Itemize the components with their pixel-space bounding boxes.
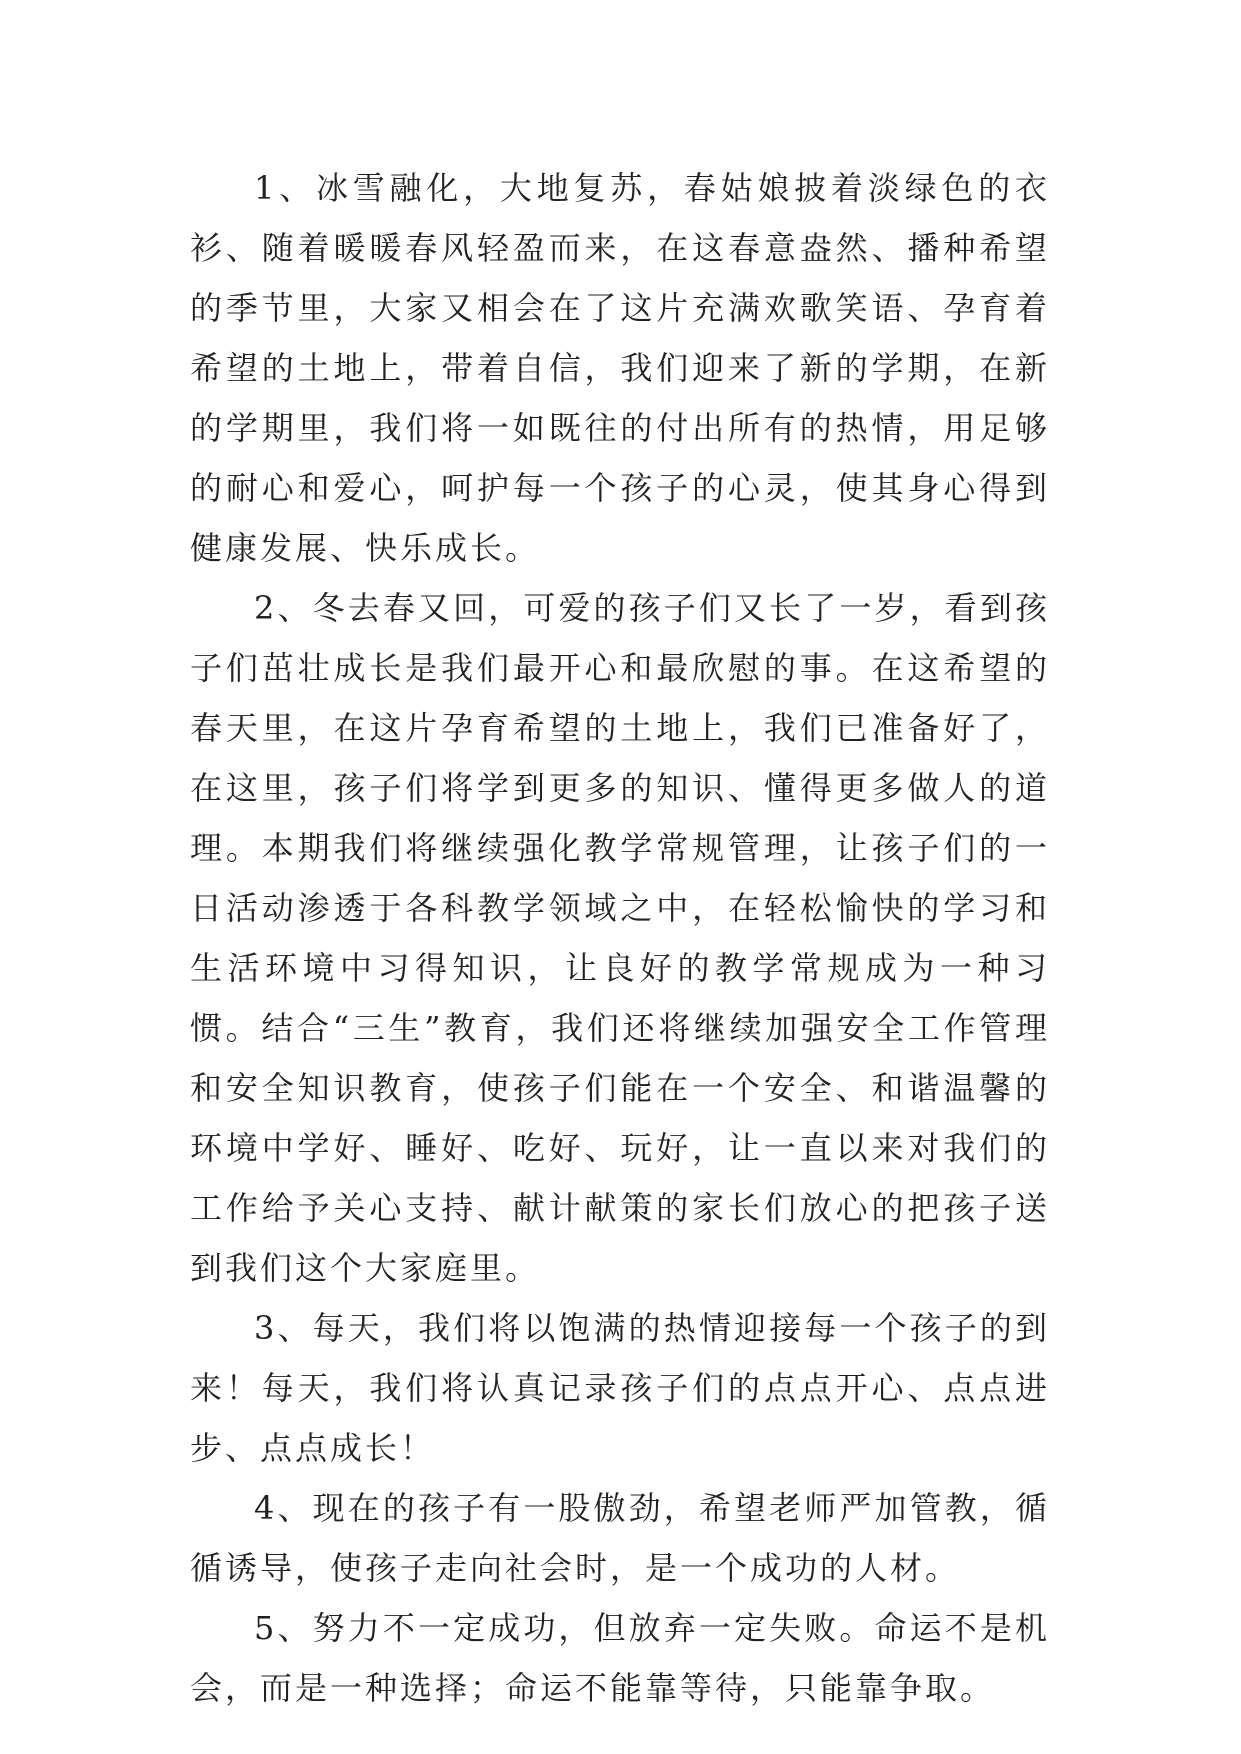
paragraph-2: 2、冬去春又回，可爱的孩子们又长了一岁，看到孩子们茁壮成长是我们最开心和最欣慰的事。在这希望的春天里，在这片孕育希望的土地上，我们已准备好了，在这里，孩子们将学到更多的知识、懂得更多做人的道理。本期我们将继续强化教学常规管理，让孩子们的一日活动渗透于各科教学领域之中，在轻松愉快的学习和生活环境中习得知识，让良好的教学常规成为一种习惯。结合“三生”教育，我们还将继续加强安全工作管理和安全知识教育，使孩子们能在一个安全、和谐温馨的环境中学好、睡好、吃好、玩好，让一直以来对我们的工作给予关心支持、献计献策的家长们放心的把孩子送到我们这个大家庭里。 <box>190 589 1050 1287</box>
paragraph-1: 1、冰雪融化，大地复苏，春姑娘披着淡绿色的衣衫、随着暖暖春风轻盈而来，在这春意盎然、播种希望的季节里，大家又相会在了这片充满欢歌笑语、孕育着希望的土地上，带着自信，我们迎来了新的学期，在新的学期里，我们将一如既往的付出所有的热情，用足够的耐心和爱心，呵护每一个孩子的心灵，使其身心得到健康发展、快乐成长。 <box>190 169 1050 567</box>
paragraph-5: 5、努力不一定成功，但放弃一定失败。命运不是机会，而是一种选择；命运不能靠等待，只能靠争取。 <box>190 1609 1050 1707</box>
document-page <box>190 158 1050 1718</box>
paragraph-4: 4、现在的孩子有一股傲劲，希望老师严加管教，循循诱导，使孩子走向社会时，是一个成功的人材。 <box>190 1489 1050 1587</box>
paragraph-3: 3、每天，我们将以饱满的热情迎接每一个孩子的到来！每天，我们将认真记录孩子们的点点开心、点点进步、点点成长！ <box>190 1309 1050 1467</box>
